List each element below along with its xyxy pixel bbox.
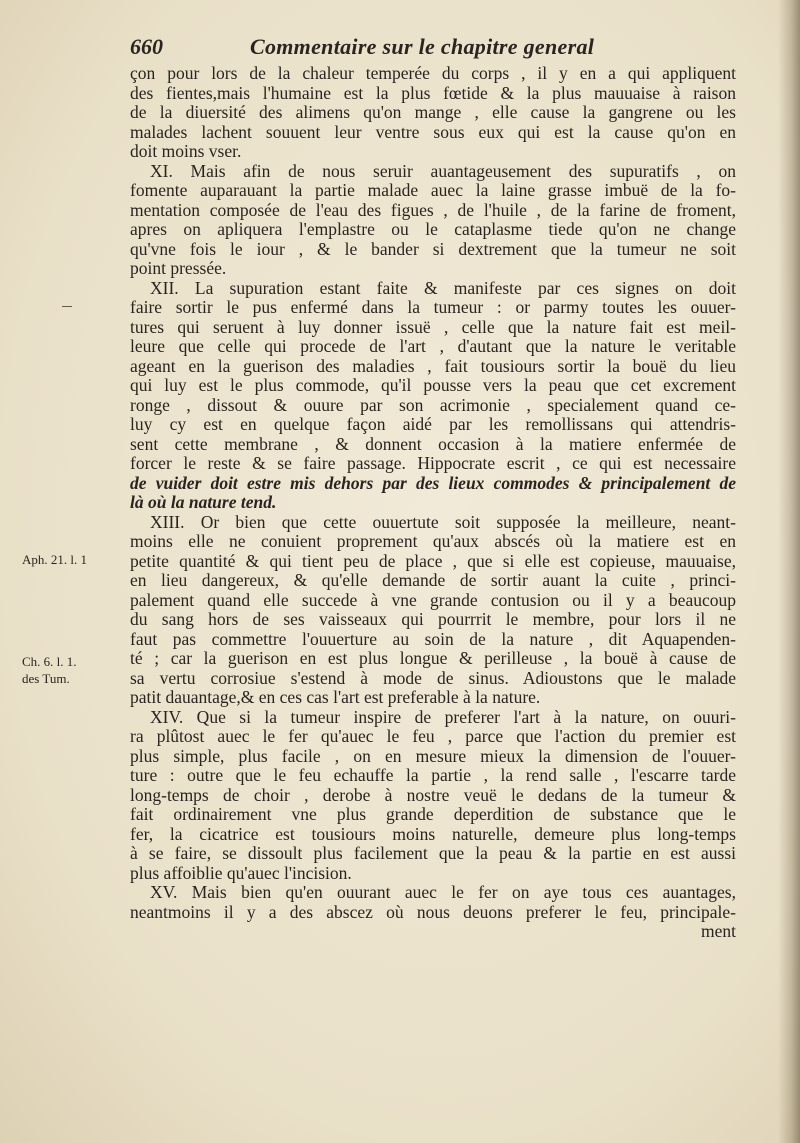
paragraph-xi-start: XI. Mais afin de nous seruir auantageusement des supuratifs , on xyxy=(150,160,736,181)
text-line: neantmoins il y a des abscez où nous deuons preferer le feu, principale- xyxy=(130,901,736,922)
text-line: ageant en la guerison des maladies , fait tousiours sortir la bouë du lieu xyxy=(130,355,736,376)
text-line: faut pas commettre l'ouuerture au soin de la nature , dit Aquapenden- xyxy=(130,628,736,649)
text-line: sent cette membrane , & donnent occasion à la matiere enfermée de xyxy=(130,433,736,454)
text-line: ronge , dissout & ouure par son acrimonie , specialement quand ce- xyxy=(130,394,736,415)
text-line: plus simple, plus facile , on en mesure mieux la dimension de l'ouuer- xyxy=(130,745,736,766)
text-line: té ; car la guerison en est plus longue & perilleuse , la bouë à cause de xyxy=(130,648,736,668)
text-line: plus affoiblie qu'auec l'incision. xyxy=(130,862,352,883)
text-line: fer, la cicatrice est tousiours moins naturelle, demeure plus long-temps xyxy=(130,823,736,844)
text-line: çon pour lors de la chaleur temperée du corps , il y en a qui appliquent xyxy=(130,63,736,83)
text-line: leure que celle qui procede de l'art , d'autant que la nature le veritable xyxy=(130,336,736,356)
catchword: ment xyxy=(701,921,736,941)
margin-note-aphorism: Aph. 21. l. 1 xyxy=(22,552,87,567)
paragraph-xiii-start: XIII. Or bien que cette ouuertute soit supposée la meilleure, neant- xyxy=(150,511,736,532)
text-line: luy cy est en quelque façon aidé par les remollissans qui attendris- xyxy=(130,414,736,434)
text-line: moins elle ne conuient proprement qu'aux abscés où la matiere est en xyxy=(130,531,736,551)
text-line: mentation composée de l'eau des figues , de l'huile , de la farine de froment, xyxy=(130,199,736,220)
text-line: tures qui seruent à luy donner issuë , celle que la nature fait est meil- xyxy=(130,316,736,337)
text-line: petite quantité & qui tient peu de place , que si elle est copieuse, mauuaise, xyxy=(130,550,736,571)
text-line: point pressée. xyxy=(130,258,227,278)
page-gutter-shadow xyxy=(778,0,800,1143)
paragraph-xii-start: XII. La supuration estant faite & manifeste par ces signes on doit xyxy=(150,277,736,298)
text-line: fomente auparauant la partie malade auec la laine grasse imbuë de la fo- xyxy=(130,180,736,200)
running-title: Commentaire sur le chapitre general xyxy=(250,34,595,59)
text-line: forcer le reste & se faire passage. Hippocrate escrit , ce qui est necessaire xyxy=(130,453,736,473)
body-text xyxy=(130,64,736,942)
text-line: en lieu dangereux, & qu'elle demande de sortir auant la cuite , princi- xyxy=(130,570,736,590)
text-line: malades lachent souuent leur ventre sous eux qui est la cause qu'on en xyxy=(130,121,736,142)
paragraph-xv-start: XV. Mais bien qu'en ouurant auec le fer on aye tous ces auantages, xyxy=(150,882,736,902)
text-line: qui luy est le plus commode, qu'il pousse vers la peau que cet excrement xyxy=(130,375,736,395)
text-line: doit moins vser. xyxy=(130,141,242,161)
text-line: apres on apliquera l'emplastre ou le cataplasme tiede qu'on ne change xyxy=(130,219,736,239)
text-line: palement quand elle succede à vne grande contusion ou il y a beaucoup xyxy=(130,589,736,610)
text-line: fait ordinairement vne plus grande deperdition de substance que le xyxy=(130,804,736,824)
text-line: du sang hors de ses vaisseaux qui pourrrit le membre, pour lors il ne xyxy=(130,609,736,629)
text-line: à se faire, se dissoult plus facilement que la peau & la partie en est aussi xyxy=(130,843,736,863)
paragraph-xiv-start: XIV. Que si la tumeur inspire de preferer l'art à la nature, on ouuri- xyxy=(150,706,736,727)
text-line: sa vertu corrosiue s'estend à mode de sinus. Adioustons que le malade xyxy=(130,667,736,688)
text-line: ra plûtost auec le fer qu'auec le feu , parce que l'action du premier est xyxy=(130,726,736,746)
text-line: de la diuersité des alimens qu'on mange , elle cause la gangrene ou les xyxy=(130,102,736,122)
quotation-line: de vuider doit estre mis dehors par des lieux commodes & principalement de xyxy=(130,472,736,493)
page-header xyxy=(130,34,740,66)
text-line: faire sortir le pus enfermé dans la tumeur : or parmy toutes les ouuer- xyxy=(130,297,736,317)
margin-note-chapter: Ch. 6. l. 1. xyxy=(22,654,77,669)
text-line: qu'vne fois le iour , & le bander si dextrement que la tumeur ne soit xyxy=(130,238,736,259)
page-number: 660 xyxy=(130,34,163,59)
text-line: patit dauantage,& en ces cas l'art est preferable à la nature. xyxy=(130,687,541,707)
quotation-line: là où la nature tend. xyxy=(130,492,277,512)
margin-dash-mark xyxy=(62,306,72,307)
text-line: long-temps de choir , derobe à nostre veuë le dedans de la tumeur & xyxy=(130,784,736,805)
text-line: ture : outre que le feu echauffe la partie , la rend salle , l'escarre tarde xyxy=(130,765,736,785)
margin-note-tumeurs: des Tum. xyxy=(22,671,70,686)
text-line: des fientes,mais l'humaine est la plus fœtide & la plus mauuaise à raison xyxy=(130,82,736,103)
